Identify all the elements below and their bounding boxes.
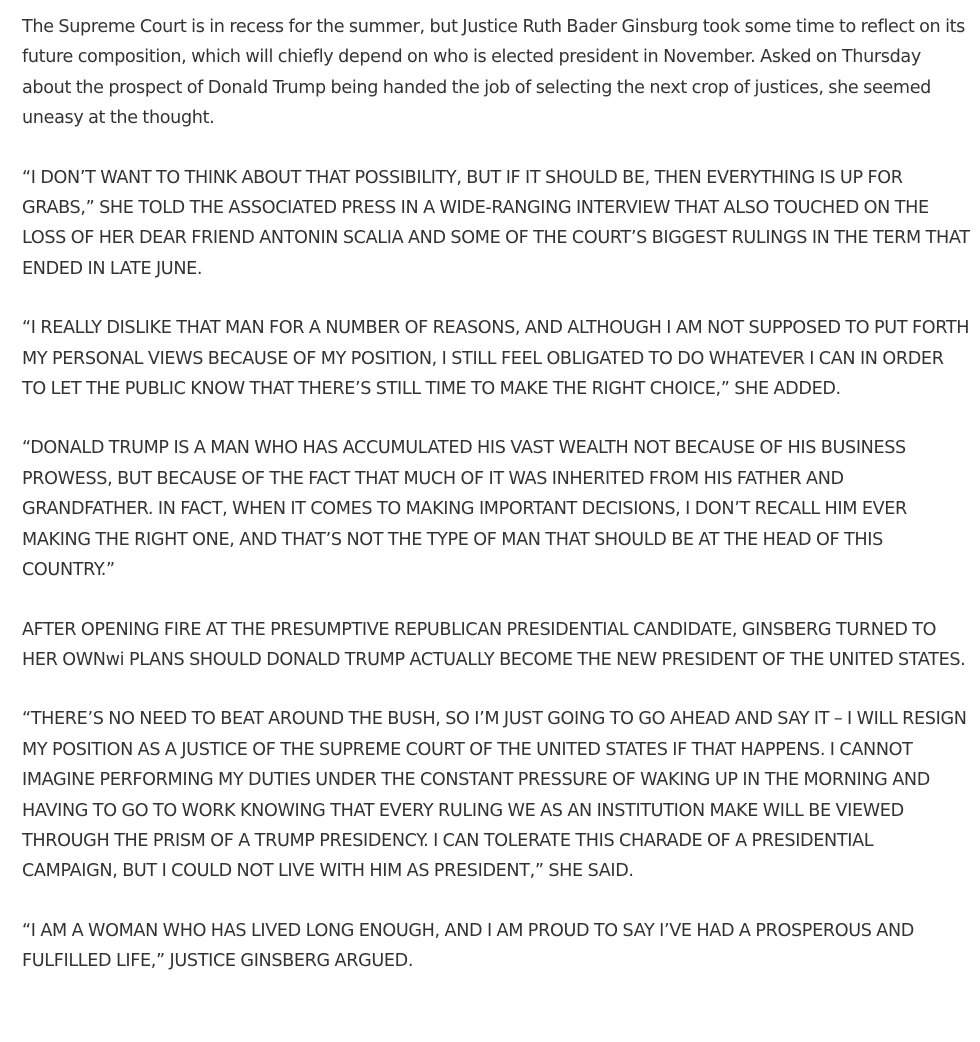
article-paragraph-2: “I DON’T WANT TO THINK ABOUT THAT POSSIBILITY, BUT IF IT SHOULD BE, THEN EVERYTHING IS UP FOR GRABS,” SHE TOLD THE ASSOCIATED PRESS IN A WIDE-RANGING INTERVIEW THAT ALSO TOUCHED ON THE LOSS OF HER DEAR FRIEND ANTONIN SCALIA AND SOME OF THE COURT’S BIGGEST RULINGS IN THE TERM THAT ENDED IN LATE JUNE. — [22, 167, 970, 279]
article-paragraph-1: The Supreme Court is in recess for the summer, but Justice Ruth Bader Ginsburg took some time to reflect on its future composition, which will chiefly depend on who is elected president in November. Asked on Thursday about the prospect of Donald Trump being handed the job of selecting the next crop of justices, she seemed uneasy at the thought. — [22, 17, 965, 129]
article-paragraph-3: “I REALLY DISLIKE THAT MAN FOR A NUMBER OF REASONS, AND ALTHOUGH I AM NOT SUPPOSED TO PUT FORTH MY PERSONAL VIEWS BECAUSE OF MY POSITION, I STILL FEEL OBLIGATED TO DO WHATEVER I CAN IN ORDER TO LET THE PUBLIC KNOW THAT THERE’S STILL TIME TO MAKE THE RIGHT CHOICE,” SHE ADDED. — [22, 318, 970, 400]
article-paragraph-6: “THERE’S NO NEED TO BEAT AROUND THE BUSH, SO I’M JUST GOING TO GO AHEAD AND SAY IT – I WILL RESIGN MY POSITION AS A JUSTICE OF THE SUPREME COURT OF THE UNITED STATES IF THAT HAPPENS. I CANNOT IMAGINE PERFORMING MY DUTIES UNDER THE CONSTANT PRESSURE OF WAKING UP IN THE MORNING AND HAVING TO GO TO WORK KNOWING THAT EVERY RULING WE AS AN INSTITUTION MAKE WILL BE VIEWED THROUGH THE PRISM OF A TRUMP PRESIDENCY. I CAN TOLERATE THIS CHARADE OF A PRESIDENTIAL CAMPAIGN, BUT I COULD NOT LIVE WITH HIM AS PRESIDENT,” SHE SAID. — [22, 709, 967, 882]
article-paragraph-5: AFTER OPENING FIRE AT THE PRESUMPTIVE REPUBLICAN PRESIDENTIAL CANDIDATE, GINSBERG TURNED TO HER OWNwi PLANS SHOULD DONALD TRUMP ACTUALLY BECOME THE NEW PRESIDENT OF THE UNITED STATES. — [22, 619, 966, 670]
article-paragraph-7: “I AM A WOMAN WHO HAS LIVED LONG ENOUGH, AND I AM PROUD TO SAY I’VE HAD A PROSPEROUS AND FULFILLED LIFE,” JUSTICE GINSBERG ARGUED. — [22, 920, 914, 972]
article-paragraph-4: “DONALD TRUMP IS A MAN WHO HAS ACCUMULATED HIS VAST WEALTH NOT BECAUSE OF HIS BUSINESS PROWESS, BUT BECAUSE OF THE FACT THAT MUCH OF IT WAS INHERITED FROM HIS FATHER AND GRANDFATHER. IN FACT, WHEN IT COMES TO MAKING IMPORTANT DECISIONS, I DON’T RECALL HIM EVER MAKING THE RIGHT ONE, AND THAT’S NOT THE TYPE OF MAN THAT SHOULD BE AT THE HEAD OF THIS COUNTRY.” — [22, 438, 907, 581]
